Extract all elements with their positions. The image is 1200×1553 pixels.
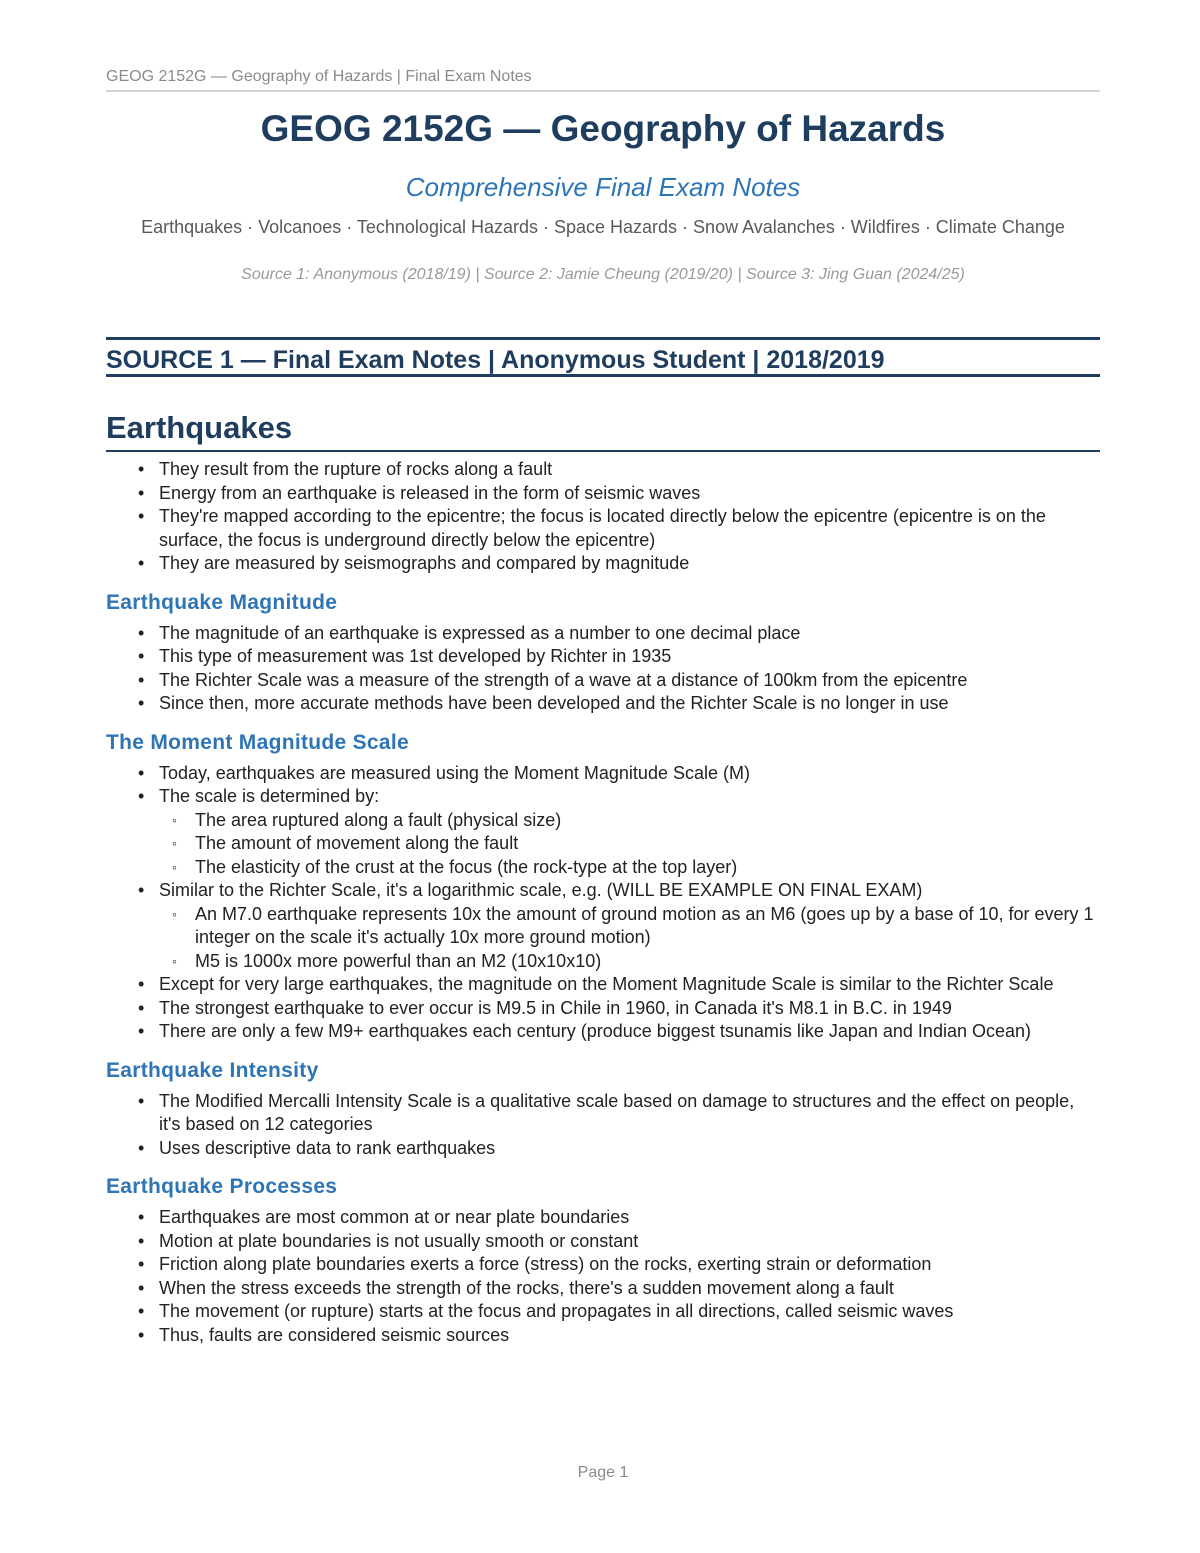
list-item: • The Modified Mercalli Intensity Scale is a qualitative scale based on damage to structures and the effect on people, it's based on 12 categories: [106, 1090, 1100, 1137]
sub-list-item: ◦ An M7.0 earthquake represents 10x the amount of ground motion as an M6 (goes up by a base of 10, for every 1 integer on the scale it's actually 10x more ground motion): [106, 903, 1100, 950]
source-banner: SOURCE 1 — Final Exam Notes | Anonymous Student | 2018/2019: [106, 337, 1100, 377]
subheading-intensity: Earthquake Intensity: [106, 1058, 319, 1082]
list-item: • This type of measurement was 1st developed by Richter in 1935: [106, 645, 1100, 669]
document-title: GEOG 2152G — Geography of Hazards: [260, 108, 946, 149]
processes-list: [106, 1206, 1100, 1347]
sub-list-item: ◦ The elasticity of the crust at the focus (the rock-type at the top layer): [106, 856, 1100, 880]
list-item: • There are only a few M9+ earthquakes each century (produce biggest tsunamis like Japan and Indian Ocean): [106, 1020, 1100, 1044]
list-item: • When the stress exceeds the strength of the rocks, there's a sudden movement along a fault: [106, 1277, 1100, 1301]
topics-line: Earthquakes · Volcanoes · Technological Hazards · Space Hazards · Snow Avalanches · Wildfires · Climate Change: [141, 217, 1065, 237]
list-item: • Earthquakes are most common at or near plate boundaries: [106, 1206, 1100, 1230]
list-item: • They are measured by seismographs and compared by magnitude: [106, 552, 1100, 576]
list-item: • They result from the rupture of rocks along a fault: [106, 458, 1100, 482]
list-item: • Uses descriptive data to rank earthquakes: [106, 1137, 1100, 1161]
list-item: • Energy from an earthquake is released in the form of seismic waves: [106, 482, 1100, 506]
list-item: • Motion at plate boundaries is not usually smooth or constant: [106, 1230, 1100, 1254]
list-item: • Today, earthquakes are measured using the Moment Magnitude Scale (M): [106, 762, 1100, 786]
content-area: [106, 408, 1100, 1347]
magnitude-list: [106, 622, 1100, 716]
list-item: • The scale is determined by:: [106, 785, 1100, 809]
list-item: • The magnitude of an earthquake is expressed as a number to one decimal place: [106, 622, 1100, 646]
list-item: • Friction along plate boundaries exerts a force (stress) on the rocks, exerting strain or deformation: [106, 1253, 1100, 1277]
sub-list-item: ◦ M5 is 1000x more powerful than an M2 (10x10x10): [106, 950, 1100, 974]
list-item: • Since then, more accurate methods have been developed and the Richter Scale is no longer in use: [106, 692, 1100, 716]
section-title-earthquakes: Earthquakes: [106, 408, 1100, 452]
list-item: • Similar to the Richter Scale, it's a logarithmic scale, e.g. (WILL BE EXAMPLE ON FINAL EXAM): [106, 879, 1100, 903]
subheading-moment-magnitude: The Moment Magnitude Scale: [106, 730, 409, 754]
list-item: • The movement (or rupture) starts at the focus and propagates in all directions, called seismic waves: [106, 1300, 1100, 1324]
subheading-processes: Earthquake Processes: [106, 1175, 338, 1198]
list-item: • The Richter Scale was a measure of the strength of a wave at a distance of 100km from the epicentre: [106, 669, 1100, 693]
sources-line: Source 1: Anonymous (2018/19) | Source 2: Jamie Cheung (2019/20) | Source 3: Jing Guan (2024/25): [241, 266, 965, 283]
running-header: GEOG 2152G — Geography of Hazards | Final Exam Notes: [106, 68, 1100, 92]
earthquakes-intro-list: [106, 458, 1100, 576]
list-item: • Thus, faults are considered seismic sources: [106, 1324, 1100, 1348]
subheading-magnitude: Earthquake Magnitude: [106, 590, 338, 614]
sub-list-item: ◦ The area ruptured along a fault (physical size): [106, 809, 1100, 833]
sub-list-item: ◦ The amount of movement along the fault: [106, 832, 1100, 856]
moment-magnitude-list: [106, 762, 1100, 1044]
page-number: Page 1: [577, 1464, 629, 1481]
document-subtitle: Comprehensive Final Exam Notes: [405, 172, 801, 202]
intensity-list: [106, 1090, 1100, 1161]
list-item: • Except for very large earthquakes, the magnitude on the Moment Magnitude Scale is similar to the Richter Scale: [106, 973, 1100, 997]
list-item: • The strongest earthquake to ever occur is M9.5 in Chile in 1960, in Canada it's M8.1 in B.C. in 1949: [106, 997, 1100, 1021]
list-item: • They're mapped according to the epicentre; the focus is located directly below the epicentre (epicentre is on the surface, the focus is underground directly below the epicentre): [106, 505, 1100, 552]
document-page: [106, 0, 1100, 1553]
